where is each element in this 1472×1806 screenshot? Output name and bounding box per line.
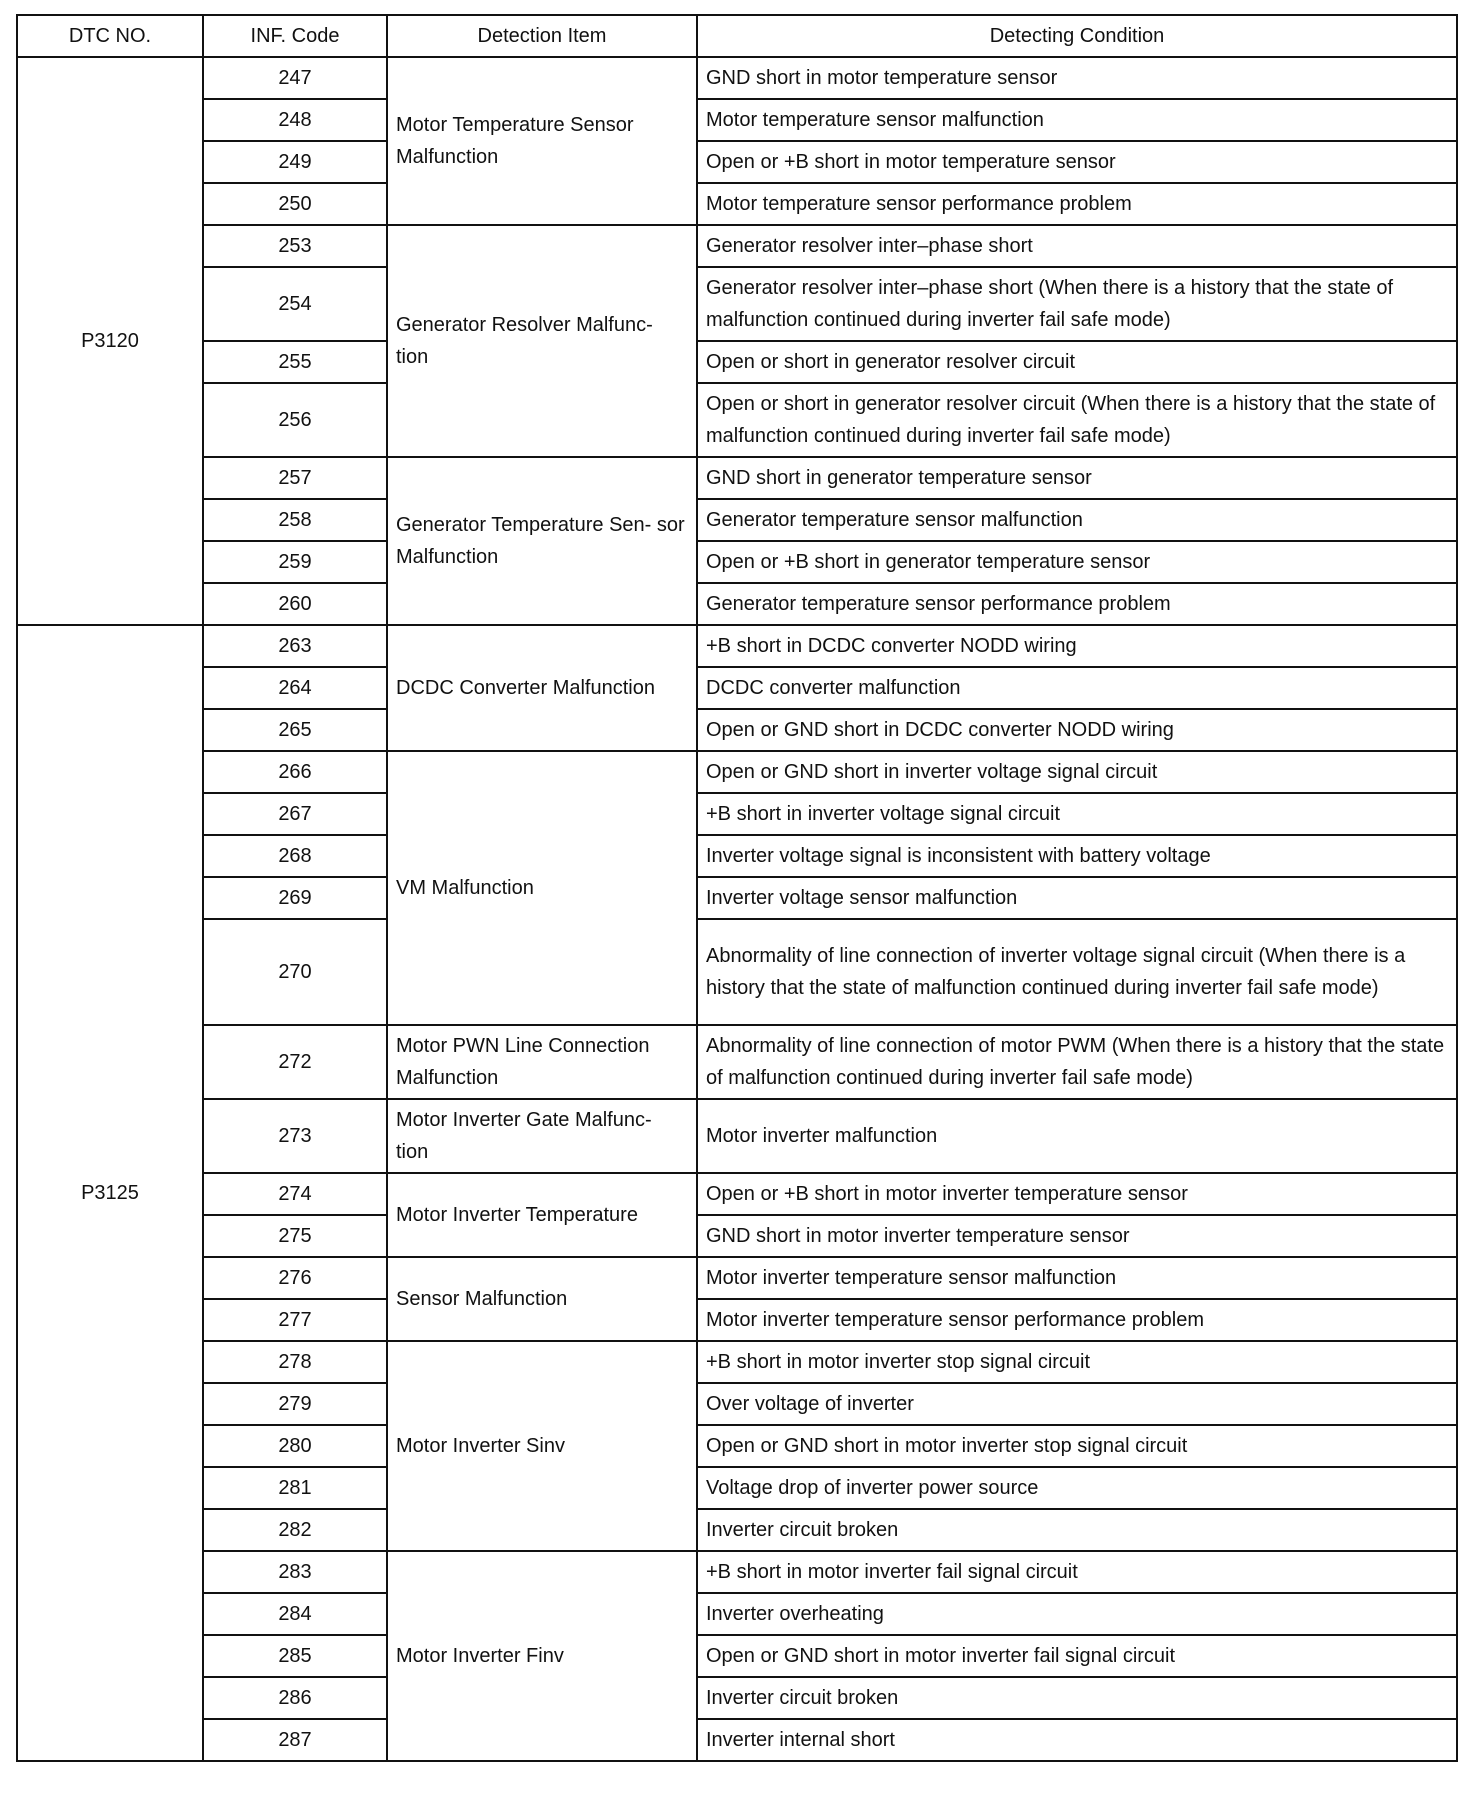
detecting-condition: Inverter overheating bbox=[697, 1593, 1457, 1635]
detecting-condition: Inverter circuit broken bbox=[697, 1677, 1457, 1719]
table-row bbox=[17, 267, 1457, 341]
inf-code: 273 bbox=[203, 1099, 387, 1173]
table-row bbox=[17, 625, 1457, 667]
detecting-condition: Abnormality of line connection of inverter voltage signal circuit (When there is a history that the state of malfunction continued during inverter fail safe mode) bbox=[697, 919, 1457, 1025]
dtc-number: P3120 bbox=[17, 57, 203, 625]
detection-item: Motor Temperature Sensor Malfunction bbox=[387, 57, 697, 225]
header-detection-item: Detection Item bbox=[387, 15, 697, 57]
detecting-condition: Generator resolver inter–phase short (When there is a history that the state of malfunction continued during inverter fail safe mode) bbox=[697, 267, 1457, 341]
detecting-condition: Motor inverter temperature sensor malfunction bbox=[697, 1257, 1457, 1299]
detecting-condition: +B short in inverter voltage signal circuit bbox=[697, 793, 1457, 835]
header-row bbox=[17, 15, 1457, 57]
header-inf-code: INF. Code bbox=[203, 15, 387, 57]
inf-code: 250 bbox=[203, 183, 387, 225]
table-row bbox=[17, 793, 1457, 835]
dtc-table bbox=[16, 14, 1458, 1762]
table-row bbox=[17, 1383, 1457, 1425]
detecting-condition: GND short in motor inverter temperature sensor bbox=[697, 1215, 1457, 1257]
inf-code: 287 bbox=[203, 1719, 387, 1761]
detecting-condition: DCDC converter malfunction bbox=[697, 667, 1457, 709]
table-row bbox=[17, 835, 1457, 877]
table-row bbox=[17, 1719, 1457, 1761]
detecting-condition: GND short in motor temperature sensor bbox=[697, 57, 1457, 99]
inf-code: 272 bbox=[203, 1025, 387, 1099]
inf-code: 281 bbox=[203, 1467, 387, 1509]
inf-code: 253 bbox=[203, 225, 387, 267]
table-row bbox=[17, 1677, 1457, 1719]
inf-code: 247 bbox=[203, 57, 387, 99]
table-row bbox=[17, 499, 1457, 541]
inf-code: 275 bbox=[203, 1215, 387, 1257]
table-row bbox=[17, 457, 1457, 499]
detecting-condition: Motor temperature sensor performance problem bbox=[697, 183, 1457, 225]
detection-item: Motor Inverter Sinv bbox=[387, 1341, 697, 1551]
detecting-condition: Inverter internal short bbox=[697, 1719, 1457, 1761]
table-row bbox=[17, 877, 1457, 919]
detecting-condition: Open or short in generator resolver circuit (When there is a history that the state of malfunction continued during inverter fail safe mode) bbox=[697, 383, 1457, 457]
inf-code: 269 bbox=[203, 877, 387, 919]
inf-code: 260 bbox=[203, 583, 387, 625]
detecting-condition: Open or +B short in generator temperature sensor bbox=[697, 541, 1457, 583]
detecting-condition: Abnormality of line connection of motor PWM (When there is a history that the state of malfunction continued during inverter fail safe mode) bbox=[697, 1025, 1457, 1099]
inf-code: 249 bbox=[203, 141, 387, 183]
table-row bbox=[17, 383, 1457, 457]
detecting-condition: Open or short in generator resolver circuit bbox=[697, 341, 1457, 383]
inf-code: 279 bbox=[203, 1383, 387, 1425]
detecting-condition: Generator resolver inter–phase short bbox=[697, 225, 1457, 267]
inf-code: 283 bbox=[203, 1551, 387, 1593]
detecting-condition: Generator temperature sensor malfunction bbox=[697, 499, 1457, 541]
table-row bbox=[17, 751, 1457, 793]
detecting-condition: Over voltage of inverter bbox=[697, 1383, 1457, 1425]
inf-code: 256 bbox=[203, 383, 387, 457]
table-row bbox=[17, 1215, 1457, 1257]
table-row bbox=[17, 1425, 1457, 1467]
inf-code: 264 bbox=[203, 667, 387, 709]
table-row bbox=[17, 1467, 1457, 1509]
table-row bbox=[17, 1551, 1457, 1593]
detecting-condition: Open or GND short in DCDC converter NODD wiring bbox=[697, 709, 1457, 751]
table-row bbox=[17, 1635, 1457, 1677]
inf-code: 258 bbox=[203, 499, 387, 541]
table-row bbox=[17, 919, 1457, 1025]
detecting-condition: Motor inverter temperature sensor performance problem bbox=[697, 1299, 1457, 1341]
inf-code: 280 bbox=[203, 1425, 387, 1467]
detection-item: VM Malfunction bbox=[387, 751, 697, 1025]
detecting-condition: Inverter circuit broken bbox=[697, 1509, 1457, 1551]
detecting-condition: +B short in motor inverter stop signal circuit bbox=[697, 1341, 1457, 1383]
inf-code: 268 bbox=[203, 835, 387, 877]
detecting-condition: Open or GND short in motor inverter stop signal circuit bbox=[697, 1425, 1457, 1467]
inf-code: 254 bbox=[203, 267, 387, 341]
inf-code: 285 bbox=[203, 1635, 387, 1677]
table-row bbox=[17, 1299, 1457, 1341]
table-row bbox=[17, 541, 1457, 583]
table-row bbox=[17, 183, 1457, 225]
inf-code: 255 bbox=[203, 341, 387, 383]
dtc-number: P3125 bbox=[17, 625, 203, 1761]
table-row bbox=[17, 225, 1457, 267]
inf-code: 276 bbox=[203, 1257, 387, 1299]
table-row bbox=[17, 1341, 1457, 1383]
detecting-condition: GND short in generator temperature sensor bbox=[697, 457, 1457, 499]
inf-code: 284 bbox=[203, 1593, 387, 1635]
detection-item: Generator Resolver Malfunc- tion bbox=[387, 225, 697, 457]
inf-code: 282 bbox=[203, 1509, 387, 1551]
inf-code: 270 bbox=[203, 919, 387, 1025]
table-row bbox=[17, 1593, 1457, 1635]
table-row bbox=[17, 141, 1457, 183]
detecting-condition: Motor inverter malfunction bbox=[697, 1099, 1457, 1173]
inf-code: 266 bbox=[203, 751, 387, 793]
table-row bbox=[17, 1099, 1457, 1173]
detecting-condition: Open or +B short in motor inverter temperature sensor bbox=[697, 1173, 1457, 1215]
table-row bbox=[17, 99, 1457, 141]
table-row bbox=[17, 709, 1457, 751]
detection-item: Motor PWN Line Connection Malfunction bbox=[387, 1025, 697, 1099]
table-row bbox=[17, 1173, 1457, 1215]
table-row bbox=[17, 341, 1457, 383]
detecting-condition: Generator temperature sensor performance problem bbox=[697, 583, 1457, 625]
inf-code: 277 bbox=[203, 1299, 387, 1341]
detection-item: Sensor Malfunction bbox=[387, 1257, 697, 1341]
table-row bbox=[17, 667, 1457, 709]
inf-code: 263 bbox=[203, 625, 387, 667]
inf-code: 267 bbox=[203, 793, 387, 835]
detecting-condition: +B short in motor inverter fail signal circuit bbox=[697, 1551, 1457, 1593]
table-row bbox=[17, 583, 1457, 625]
detecting-condition: Open or GND short in motor inverter fail signal circuit bbox=[697, 1635, 1457, 1677]
inf-code: 265 bbox=[203, 709, 387, 751]
detecting-condition: +B short in DCDC converter NODD wiring bbox=[697, 625, 1457, 667]
header-detecting-condition: Detecting Condition bbox=[697, 15, 1457, 57]
table-row bbox=[17, 1025, 1457, 1099]
detection-item: Motor Inverter Gate Malfunc- tion bbox=[387, 1099, 697, 1173]
table-row bbox=[17, 57, 1457, 99]
table-row bbox=[17, 1257, 1457, 1299]
detecting-condition: Inverter voltage sensor malfunction bbox=[697, 877, 1457, 919]
inf-code: 259 bbox=[203, 541, 387, 583]
inf-code: 257 bbox=[203, 457, 387, 499]
inf-code: 278 bbox=[203, 1341, 387, 1383]
detecting-condition: Open or +B short in motor temperature sensor bbox=[697, 141, 1457, 183]
inf-code: 248 bbox=[203, 99, 387, 141]
detecting-condition: Motor temperature sensor malfunction bbox=[697, 99, 1457, 141]
detecting-condition: Inverter voltage signal is inconsistent with battery voltage bbox=[697, 835, 1457, 877]
inf-code: 274 bbox=[203, 1173, 387, 1215]
table-row bbox=[17, 1509, 1457, 1551]
detection-item: Motor Inverter Finv bbox=[387, 1551, 697, 1761]
detection-item: DCDC Converter Malfunction bbox=[387, 625, 697, 751]
detection-item: Motor Inverter Temperature bbox=[387, 1173, 697, 1257]
detecting-condition: Open or GND short in inverter voltage signal circuit bbox=[697, 751, 1457, 793]
detecting-condition: Voltage drop of inverter power source bbox=[697, 1467, 1457, 1509]
header-dtc-no: DTC NO. bbox=[17, 15, 203, 57]
detection-item: Generator Temperature Sen- sor Malfunction bbox=[387, 457, 697, 625]
inf-code: 286 bbox=[203, 1677, 387, 1719]
